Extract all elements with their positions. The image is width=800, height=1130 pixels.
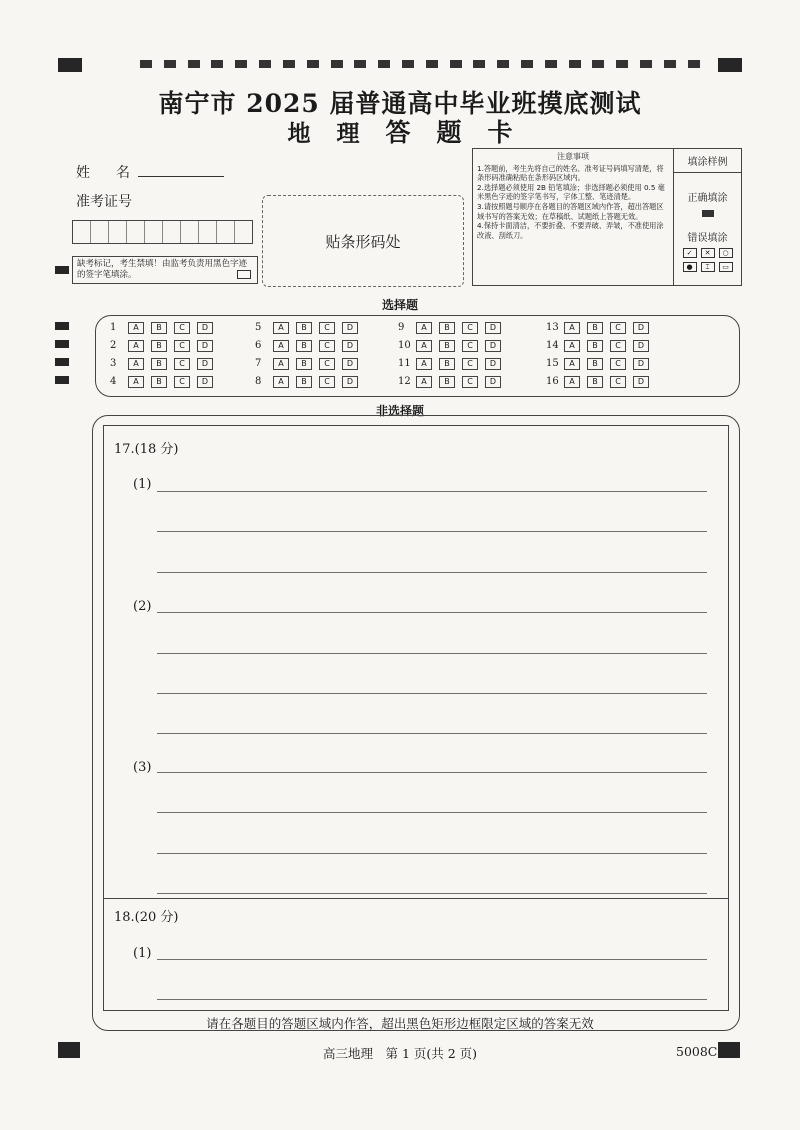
mc-question [546, 339, 656, 352]
mc-option-bubble[interactable]: C [462, 322, 478, 334]
absent-mark-box [72, 256, 258, 284]
mc-option-bubble[interactable]: A [128, 376, 144, 388]
notice-item: 4.保持卡面清洁，不要折叠、不要弄破、弄皱，不准使用涂改液、刮纸刀。 [477, 221, 664, 240]
q17-part-label: (3) [133, 760, 152, 775]
answer-line[interactable] [157, 772, 707, 773]
mc-question [110, 375, 220, 388]
timing-mark [55, 358, 69, 366]
mc-option-bubble[interactable]: A [273, 358, 289, 370]
mc-option-bubble[interactable]: A [416, 376, 432, 388]
sample-correct-label: 正确填涂 [687, 193, 728, 204]
timing-mark [497, 60, 509, 68]
mc-option-bubble[interactable]: B [439, 358, 455, 370]
notice-item: 3.请按照题号顺序在各题目的答题区域内作答，超出答题区域书写的答案无效；在草稿纸、试题纸上答题无效。 [477, 201, 664, 221]
timing-mark [521, 60, 533, 68]
q18-heading: 18.(20 分) [114, 910, 179, 925]
mc-question [398, 339, 508, 352]
sample-correct-mark [702, 210, 714, 217]
absent-note: 缺考标记，考生禁填！由监考负责用黑色字迹的签字笔填涂。 [77, 259, 248, 280]
q17-part-label: (2) [133, 599, 152, 614]
answer-line[interactable] [157, 812, 707, 813]
mc-option-bubble[interactable]: A [128, 322, 144, 334]
mc-option-bubble[interactable]: B [296, 322, 312, 334]
timing-mark [402, 60, 414, 68]
q18-part-label: (1) [133, 946, 152, 961]
mc-option-bubble[interactable]: D [197, 376, 213, 388]
mc-question [398, 375, 508, 388]
mc-option-bubble[interactable]: D [485, 358, 501, 370]
mc-option-bubble[interactable]: B [151, 322, 167, 334]
mc-option-bubble[interactable]: C [610, 358, 626, 370]
mc-question [255, 375, 365, 388]
mc-option-bubble[interactable]: A [416, 358, 432, 370]
id-digit-cell[interactable] [145, 221, 163, 243]
barcode-label: 贴条形码处 [325, 232, 401, 251]
mc-option-bubble[interactable]: D [485, 322, 501, 334]
timing-mark [140, 60, 152, 68]
mc-option-bubble[interactable]: A [128, 358, 144, 370]
mc-option-bubble[interactable]: D [633, 358, 649, 370]
answer-line[interactable] [157, 693, 707, 694]
timing-mark [426, 60, 438, 68]
wrong-mark-icon: ○ [719, 248, 733, 258]
mc-question-number: 3 [110, 358, 117, 369]
mc-question [398, 357, 508, 370]
id-digit-cell[interactable] [199, 221, 217, 243]
mc-question-number: 6 [255, 340, 262, 351]
mc-option-bubble[interactable]: B [587, 340, 603, 352]
free-section-title: 非选择题 [375, 404, 424, 418]
mc-option-bubble[interactable]: C [174, 322, 190, 334]
timing-mark [545, 60, 557, 68]
mc-option-bubble[interactable]: D [197, 340, 213, 352]
mc-option-bubble[interactable]: A [564, 376, 580, 388]
barcode-area [262, 195, 464, 287]
mc-option-bubble[interactable]: C [319, 358, 335, 370]
mc-question [110, 357, 220, 370]
subtitle-char: 答 [385, 118, 411, 147]
timing-mark [592, 60, 604, 68]
notice-item: 1.答题前，考生先将自己的姓名、准考证号码填写清楚，将条形码准确粘贴在条形码区域内。 [477, 163, 664, 183]
mc-option-bubble[interactable]: B [587, 358, 603, 370]
mc-option-bubble[interactable]: D [342, 376, 358, 388]
wrong-mark-icon: ✕ [701, 248, 715, 258]
answer-line[interactable] [157, 612, 707, 613]
timing-mark [378, 60, 390, 68]
timing-mark [307, 60, 319, 68]
subtitle-char: 地 [287, 120, 311, 147]
sample-title: 填涂样例 [674, 149, 741, 173]
mc-option-bubble[interactable]: C [462, 376, 478, 388]
mc-option-bubble[interactable]: D [485, 376, 501, 388]
corner-mark-tl [58, 58, 82, 72]
mc-option-bubble[interactable]: B [439, 340, 455, 352]
mc-option-bubble[interactable]: B [151, 358, 167, 370]
timing-mark [569, 60, 581, 68]
page-subtitle [0, 113, 800, 149]
mc-question-number: 10 [398, 340, 411, 351]
timing-mark [55, 376, 69, 384]
mc-question [398, 321, 508, 334]
notice-title: 注意事项 [557, 152, 589, 161]
timing-mark [259, 60, 271, 68]
notice-item: 2.选择题必须使用 2B 铅笔填涂；非选择题必须使用 0.5 毫米黑色字迹的签字笔书写，字体工整、笔迹清楚。 [477, 182, 665, 202]
wrong-mark-icon: ✓ [683, 248, 697, 258]
mc-option-bubble[interactable]: C [174, 358, 190, 370]
timing-mark [640, 60, 652, 68]
mc-option-bubble[interactable]: B [151, 340, 167, 352]
timing-mark [283, 60, 295, 68]
id-digit-cell[interactable] [181, 221, 199, 243]
wrong-mark-icon: ⌶ [701, 262, 715, 272]
name-field[interactable] [138, 175, 224, 177]
id-digit-cell[interactable] [109, 221, 127, 243]
id-digit-cell[interactable] [235, 221, 252, 243]
mc-option-bubble[interactable]: C [319, 340, 335, 352]
page-title: 南宁市 2025 届普通高中毕业班摸底测试 [158, 89, 642, 118]
mc-option-bubble[interactable]: B [439, 376, 455, 388]
timing-mark [616, 60, 628, 68]
page-footer: 高三地理 第 1 页(共 2 页) [322, 1046, 478, 1061]
mc-option-bubble[interactable]: A [564, 340, 580, 352]
mc-option-bubble[interactable]: B [296, 340, 312, 352]
mc-question [546, 357, 656, 370]
mc-option-bubble[interactable]: A [128, 340, 144, 352]
mc-question-number: 16 [546, 376, 559, 387]
mc-option-bubble[interactable]: B [296, 358, 312, 370]
mc-option-bubble[interactable]: D [342, 358, 358, 370]
mc-option-bubble[interactable]: C [174, 376, 190, 388]
timing-mark [211, 60, 223, 68]
answer-line[interactable] [157, 653, 707, 654]
mc-question [255, 339, 365, 352]
answer-line[interactable] [157, 733, 707, 734]
answer-line[interactable] [157, 959, 707, 960]
id-digit-cell[interactable] [127, 221, 145, 243]
mc-option-bubble[interactable]: D [633, 322, 649, 334]
mc-option-bubble[interactable]: B [296, 376, 312, 388]
mc-option-bubble[interactable]: D [485, 340, 501, 352]
timing-mark [55, 340, 69, 348]
mc-option-bubble[interactable]: A [273, 340, 289, 352]
q17-heading: 17.(18 分) [114, 442, 179, 457]
timing-mark [664, 60, 676, 68]
mc-option-bubble[interactable]: D [633, 376, 649, 388]
wrong-mark-icon: ● [683, 262, 697, 272]
timing-mark [235, 60, 247, 68]
mc-option-bubble[interactable]: B [439, 322, 455, 334]
mc-question-number: 2 [110, 340, 117, 351]
mc-question-number: 14 [546, 340, 559, 351]
mc-option-bubble[interactable]: C [462, 358, 478, 370]
form-code: 5008C [676, 1044, 718, 1059]
mc-question-number: 15 [546, 358, 559, 369]
free-answer-inner [103, 425, 729, 1011]
absent-checkbox[interactable] [237, 270, 251, 279]
mc-option-bubble[interactable]: C [319, 376, 335, 388]
answer-line[interactable] [157, 999, 707, 1000]
mc-option-bubble[interactable]: B [151, 376, 167, 388]
mc-option-bubble[interactable]: C [462, 340, 478, 352]
mc-option-bubble[interactable]: D [633, 340, 649, 352]
subtitle-char: 卡 [487, 118, 513, 147]
id-number-grid[interactable] [72, 220, 253, 244]
notice-panel [472, 148, 674, 286]
answer-line[interactable] [157, 893, 707, 894]
mc-question [546, 321, 656, 334]
mc-option-bubble[interactable]: D [197, 358, 213, 370]
timing-mark [55, 266, 69, 274]
sample-wrong-label: 错误填涂 [687, 233, 728, 244]
mc-option-bubble[interactable]: A [416, 340, 432, 352]
answer-line[interactable] [157, 491, 707, 492]
q17-part-label: (1) [133, 477, 152, 492]
timing-mark [55, 322, 69, 330]
mc-section-title: 选择题 [381, 298, 418, 312]
id-digit-cell[interactable] [91, 221, 109, 243]
mc-question-number: 8 [255, 376, 262, 387]
mc-option-bubble[interactable]: D [197, 322, 213, 334]
mc-question-number: 7 [255, 358, 262, 369]
mc-option-bubble[interactable]: A [273, 376, 289, 388]
mc-option-bubble[interactable]: A [564, 322, 580, 334]
mc-question [255, 321, 365, 334]
timing-mark [688, 60, 700, 68]
id-digit-cell[interactable] [217, 221, 235, 243]
timing-mark [331, 60, 343, 68]
mc-option-bubble[interactable]: D [342, 340, 358, 352]
name-label: 姓 名 [76, 165, 136, 181]
mc-question-number: 13 [546, 322, 559, 333]
id-digit-cell[interactable] [73, 221, 91, 243]
corner-mark-tr [718, 58, 742, 72]
subtitle-char: 题 [436, 118, 462, 147]
mc-option-bubble[interactable]: C [174, 340, 190, 352]
mc-option-bubble[interactable]: C [319, 322, 335, 334]
timing-mark [450, 60, 462, 68]
answer-line[interactable] [157, 531, 707, 532]
timing-mark [354, 60, 366, 68]
bottom-note: 请在各题目的答题区域内作答，超出黑色矩形边框限定区域的答案无效 [206, 1016, 594, 1031]
mc-option-bubble[interactable]: B [587, 376, 603, 388]
timing-mark [473, 60, 485, 68]
mc-question-number: 12 [398, 376, 411, 387]
mc-option-bubble[interactable]: C [610, 376, 626, 388]
wrong-mark-icon: ▭ [719, 262, 733, 272]
answer-line[interactable] [157, 853, 707, 854]
question-divider [103, 898, 729, 899]
id-digit-cell[interactable] [163, 221, 181, 243]
mc-question [110, 339, 220, 352]
mc-question-number: 4 [110, 376, 117, 387]
mc-option-bubble[interactable]: C [610, 340, 626, 352]
id-label: 准考证号 [76, 194, 132, 210]
mc-question [546, 375, 656, 388]
mc-question-number: 9 [398, 322, 405, 333]
mc-option-bubble[interactable]: D [342, 322, 358, 334]
timing-mark [164, 60, 176, 68]
mc-option-bubble[interactable]: A [273, 322, 289, 334]
mc-option-bubble[interactable]: B [587, 322, 603, 334]
fill-sample-panel [674, 148, 742, 286]
mc-question [110, 321, 220, 334]
answer-line[interactable] [157, 572, 707, 573]
mc-question-number: 1 [110, 322, 117, 333]
timing-mark [188, 60, 200, 68]
mc-option-bubble[interactable]: C [610, 322, 626, 334]
mc-question [255, 357, 365, 370]
mc-question-number: 5 [255, 322, 262, 333]
timing-marks-top [140, 60, 700, 70]
mc-option-bubble[interactable]: A [564, 358, 580, 370]
mc-option-bubble[interactable]: A [416, 322, 432, 334]
subtitle-char: 理 [336, 120, 360, 147]
mc-question-number: 11 [398, 358, 411, 369]
